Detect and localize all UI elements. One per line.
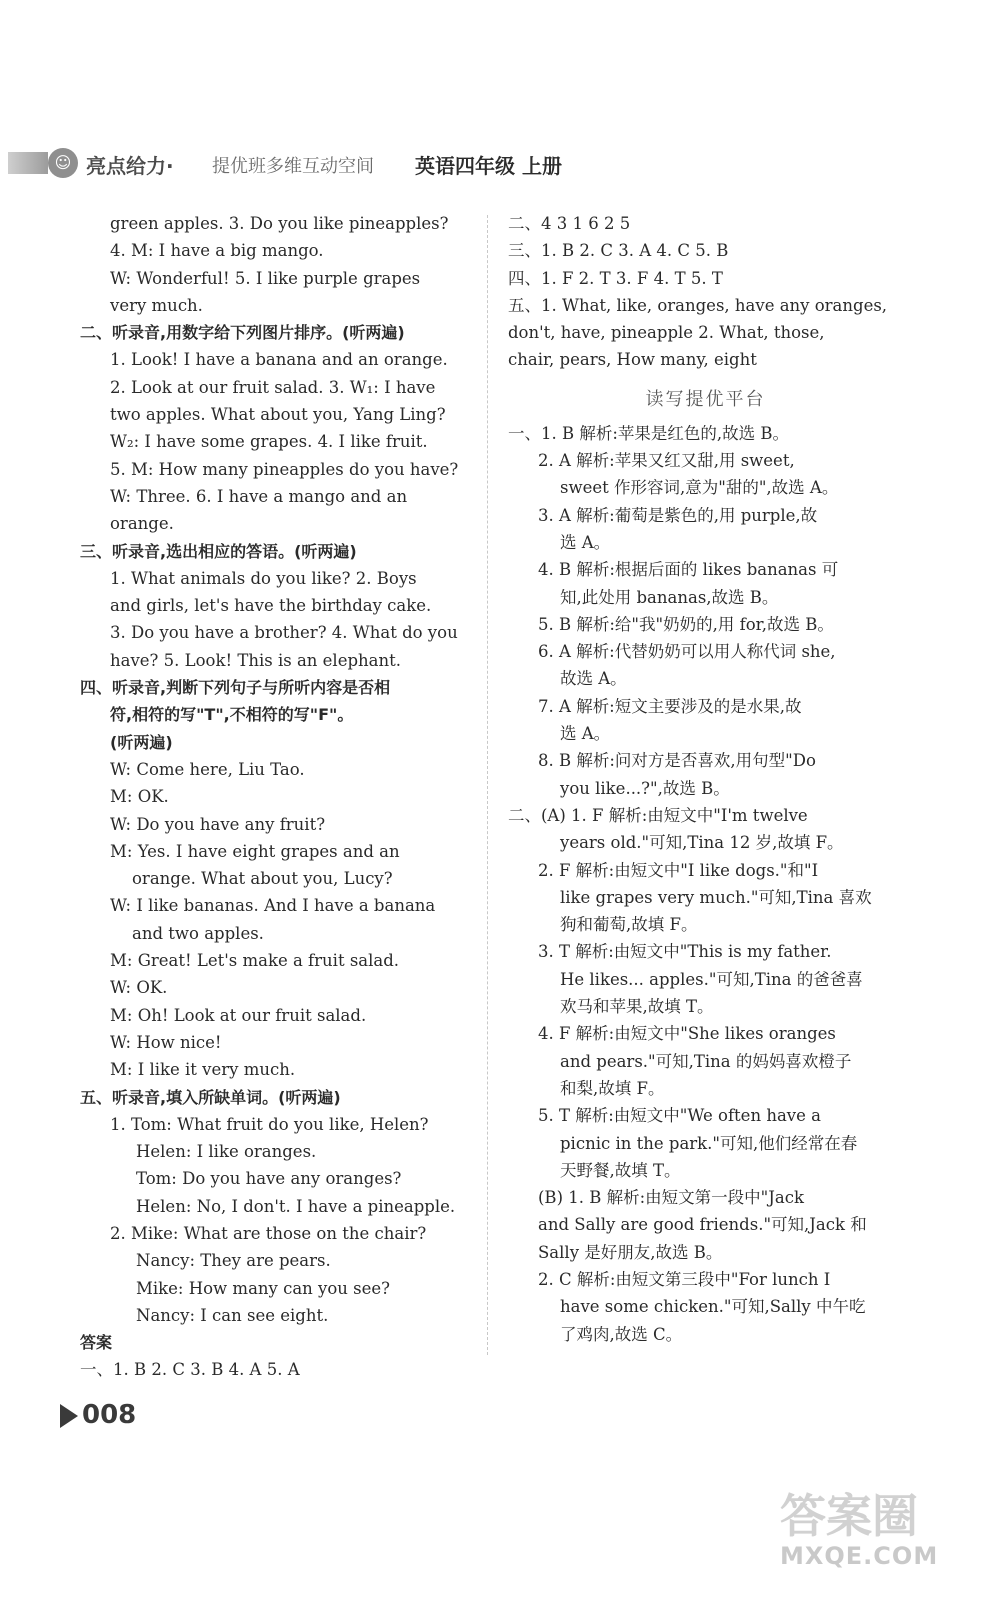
text-line: 1. Look! I have a banana and an orange. [110, 350, 448, 370]
text-line: 7. A 解析:短文主要涉及的是水果,故 [538, 696, 802, 716]
left-column [80, 210, 470, 1384]
text-line: and two apples. [132, 923, 264, 943]
text-line: you like...?",故选 B。 [560, 778, 730, 798]
text-line: 了鸡肉,故选 C。 [560, 1324, 683, 1344]
text-line: and girls, let's have the birthday cake. [110, 596, 432, 616]
text-line: 故选 A。 [560, 669, 627, 689]
text-line: orange. What about you, Lucy? [132, 869, 393, 889]
text-line: 4. M: I have a big mango. [110, 241, 324, 261]
text-line: Helen: No, I don't. I have a pineapple. [136, 1196, 456, 1216]
column-divider [487, 215, 488, 1355]
brand-logo-icon: ☺ [48, 148, 78, 178]
header-subtitle: 提优班多维互动空间 [212, 156, 374, 177]
text-line: Helen: I like oranges. [136, 1142, 317, 1162]
text-line: 四、1. F 2. T 3. F 4. T 5. T [508, 268, 723, 288]
watermark-url: MXQE.COM [780, 1542, 939, 1570]
text-line: 2. Look at our fruit salad. 3. W₁: I have [110, 377, 436, 397]
text-line: 6. A 解析:代替奶奶可以用人称代词 she, [538, 642, 836, 662]
text-line: sweet 作形容词,意为"甜的",故选 A。 [560, 478, 839, 498]
text-line: Nancy: I can see eight. [136, 1305, 329, 1325]
text-line: 3. T 解析:由短文中"This is my father. [538, 942, 832, 962]
text-line: 2. A 解析:苹果又红又甜,用 sweet, [538, 451, 795, 471]
text-line: 5. B 解析:给"我"奶奶的,用 for,故选 B。 [538, 614, 834, 634]
header-subject: 英语四年级 上册 [415, 154, 562, 178]
text-line: years old."可知,Tina 12 岁,故填 F。 [560, 833, 844, 853]
text-line: 选 A。 [560, 724, 611, 744]
section-heading: (听两遍) [110, 732, 173, 752]
right-column [508, 210, 903, 1348]
section-heading: 五、听录音,填入所缺单词。(听两遍) [80, 1087, 341, 1107]
text-line: 5. M: How many pineapples do you have? [110, 459, 459, 479]
text-line: picnic in the park."可知,他们经常在春 [560, 1133, 858, 1153]
text-line: like grapes very much."可知,Tina 喜欢 [560, 887, 872, 907]
text-line: W: OK. [110, 978, 168, 998]
text-line: Mike: How many can you see? [136, 1278, 391, 1298]
text-line: W: Do you have any fruit? [110, 814, 326, 834]
text-line: 一、1. B 2. C 3. B 4. A 5. A [80, 1360, 300, 1380]
section-heading: 二、听录音,用数字给下列图片排序。(听两遍) [80, 323, 405, 343]
section-heading: 四、听录音,判断下列句子与所听内容是否相 [80, 678, 391, 698]
text-line: 2. C 解析:由短文第三段中"For lunch I [538, 1269, 831, 1289]
text-line: M: I like it very much. [110, 1060, 296, 1080]
text-line: 2. Mike: What are those on the chair? [110, 1223, 427, 1243]
text-line: He likes... apples."可知,Tina 的爸爸喜 [560, 969, 863, 989]
text-line: 和梨,故填 F。 [560, 1078, 665, 1098]
text-line: 选 A。 [560, 532, 611, 552]
text-line: green apples. 3. Do you like pineapples? [110, 214, 449, 233]
page-number [60, 1400, 136, 1430]
text-line: orange. [110, 514, 174, 534]
text-line: 3. A 解析:葡萄是紫色的,用 purple,故 [538, 505, 818, 525]
text-line: 五、1. What, like, oranges, have any oranges, [508, 295, 888, 315]
header-decor-bar [8, 152, 48, 174]
text-line: 欢马和苹果,故填 T。 [560, 997, 714, 1017]
text-line: M: OK. [110, 787, 169, 807]
text-line: 4. B 解析:根据后面的 likes bananas 可 [538, 560, 839, 580]
text-line: Nancy: They are pears. [136, 1251, 331, 1271]
watermark-logo-text: 答案圈 [780, 1489, 918, 1543]
text-line: very much. [110, 295, 203, 315]
watermark [780, 1490, 980, 1580]
text-line: M: Great! Let's make a fruit salad. [110, 951, 400, 971]
text-line: two apples. What about you, Yang Ling? [110, 405, 446, 425]
text-line: have? 5. Look! This is an elephant. [110, 650, 401, 670]
page-arrow-icon [60, 1404, 78, 1428]
page-header [0, 144, 1000, 190]
text-line: M: Yes. I have eight grapes and an [110, 841, 400, 861]
text-line: 5. T 解析:由短文中"We often have a [538, 1106, 821, 1126]
text-line: and pears."可知,Tina 的妈妈喜欢橙子 [560, 1051, 852, 1071]
text-line: 1. Tom: What fruit do you like, Helen? [110, 1114, 429, 1134]
text-line: 8. B 解析:问对方是否喜欢,用句型"Do [538, 751, 816, 771]
section-title: 读写提优平台 [645, 388, 766, 410]
section-heading: 答案 [80, 1333, 113, 1353]
text-line: 知,此处用 bananas,故选 B。 [560, 587, 779, 607]
text-line: 狗和葡萄,故填 F。 [560, 915, 698, 935]
text-line: W: I like bananas. And I have a banana [110, 896, 436, 916]
text-line: Sally 是好朋友,故选 B。 [538, 1242, 723, 1262]
text-line: W: How nice! [110, 1032, 222, 1052]
text-line: M: Oh! Look at our fruit salad. [110, 1005, 367, 1025]
text-line: 一、1. B 解析:苹果是红色的,故选 B。 [508, 423, 790, 443]
text-line: (B) 1. B 解析:由短文第一段中"Jack [538, 1188, 804, 1208]
text-line: W₂: I have some grapes. 4. I like fruit. [110, 432, 428, 452]
text-line: 二、4 3 1 6 2 5 [508, 214, 631, 233]
text-line: 天野餐,故填 T。 [560, 1160, 681, 1180]
page-number-text: 008 [82, 1400, 137, 1430]
text-line: 2. F 解析:由短文中"I like dogs."和"I [538, 860, 819, 880]
header-brand: 亮点给力· [86, 154, 174, 178]
text-line: and Sally are good friends."可知,Jack 和 [538, 1215, 867, 1235]
text-line: W: Wonderful! 5. I like purple grapes [110, 268, 421, 288]
text-line: have some chicken."可知,Sally 中午吃 [560, 1297, 866, 1317]
text-line: 3. Do you have a brother? 4. What do you [110, 623, 458, 643]
text-line: Tom: Do you have any oranges? [136, 1169, 402, 1189]
text-line: chair, pears, How many, eight [508, 350, 757, 370]
text-line: 三、1. B 2. C 3. A 4. C 5. B [508, 241, 729, 261]
section-heading: 符,相符的写"T",不相符的写"F"。 [110, 705, 354, 725]
text-line: don't, have, pineapple 2. What, those, [508, 323, 825, 343]
section-heading: 三、听录音,选出相应的答语。(听两遍) [80, 541, 357, 561]
text-line: 1. What animals do you like? 2. Boys [110, 568, 417, 588]
text-line: W: Three. 6. I have a mango and an [110, 486, 408, 506]
text-line: 4. F 解析:由短文中"She likes oranges [538, 1024, 836, 1044]
text-line: 二、(A) 1. F 解析:由短文中"I'm twelve [508, 805, 808, 825]
text-line: W: Come here, Liu Tao. [110, 759, 305, 779]
